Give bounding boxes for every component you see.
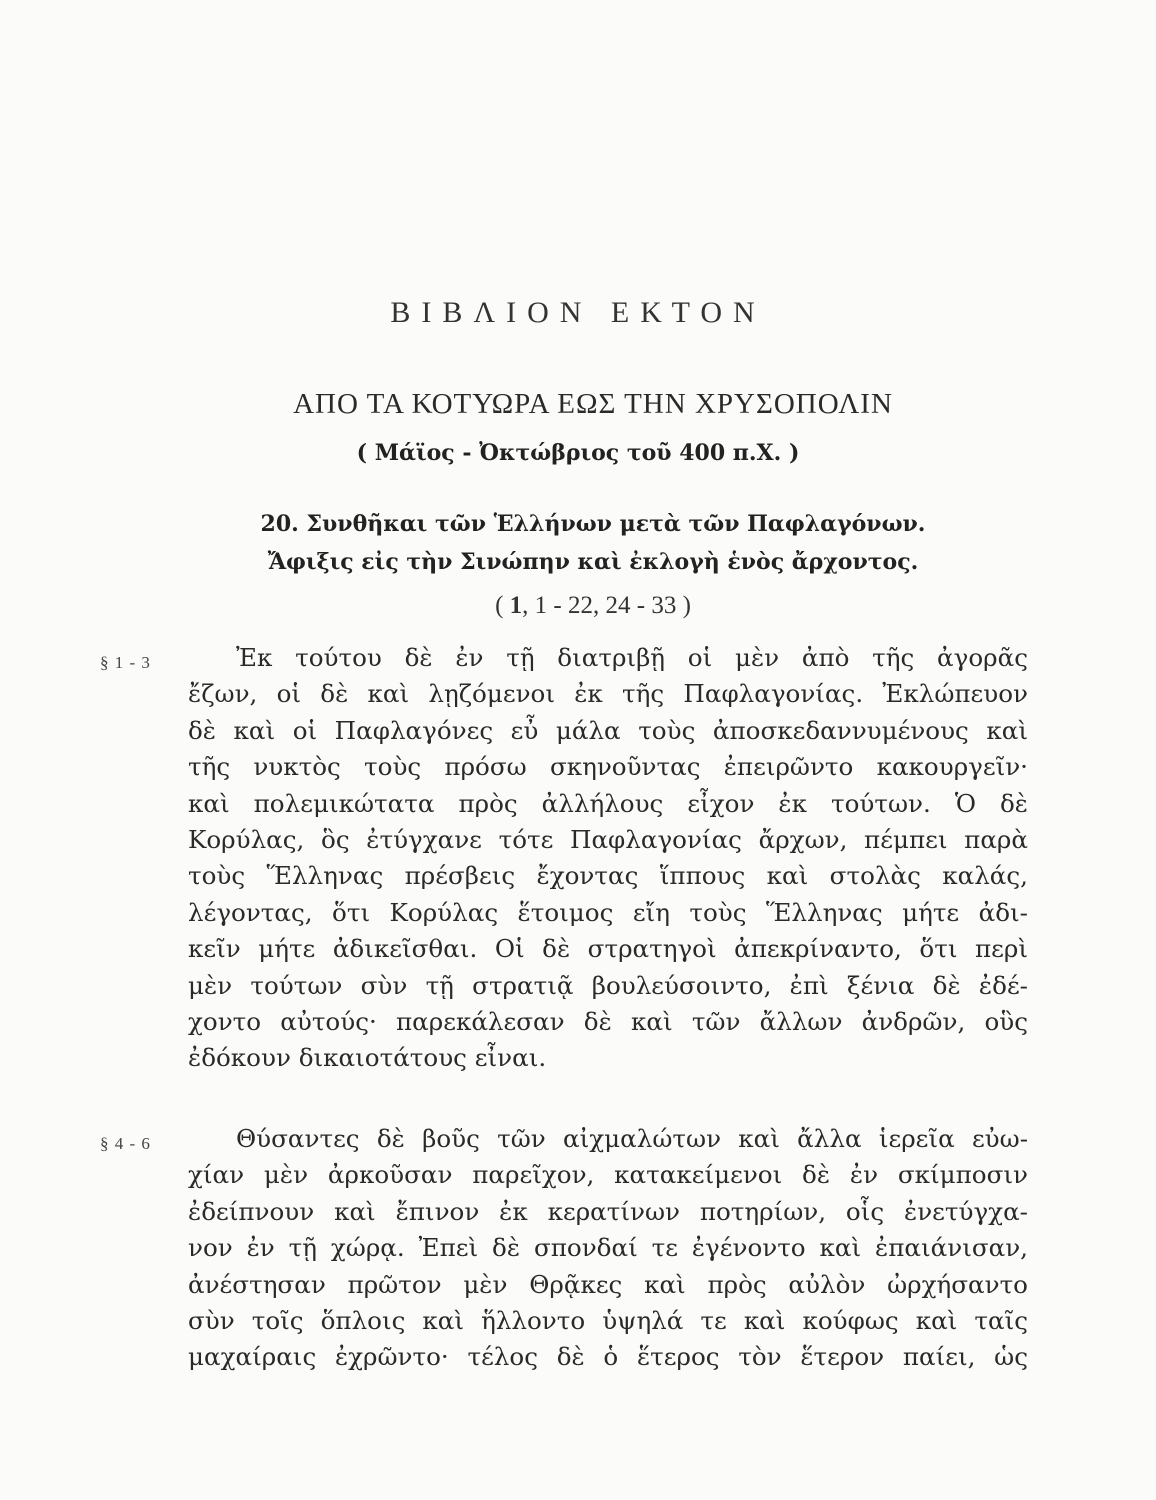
text-line: δὲ καὶ οἱ Παφλαγόνες εὖ μάλα τοὺς ἀποσκεδαννυμένους καὶ (188, 715, 1028, 745)
text-line: τῆς νυκτὸς τοὺς πρόσω σκηνοῦντας ἐπειρῶντο κακουργεῖν· (188, 752, 1028, 782)
text-line: κεῖν μήτε ἀδικεῖσθαι. Οἱ δὲ στρατηγοὶ ἀπεκρίναντο, ὅτι περὶ (188, 934, 1028, 964)
section-heading (0, 505, 1156, 581)
text-line: ἔζων, οἱ δὲ καὶ λῃζόμενοι ἐκ τῆς Παφλαγονίας. Ἐκλώπευον (188, 679, 1028, 709)
text-line: μαχαίραις ἐχρῶντο· τέλος δὲ ὁ ἕτερος τὸν ἕτερον παίει, ὡς (188, 1342, 1028, 1372)
book-title: ΒΙΒΛΙΟΝ ΕΚΤΟΝ (390, 296, 766, 329)
text-line: χοντο αὐτούς· παρεκάλεσαν δὲ καὶ τῶν ἄλλων ἀνδρῶν, οὓς (188, 1007, 1028, 1037)
book-subtitle: ΑΠΟ ΤΑ ΚΟΤΥΩΡΑ ΕΩΣ ΤΗΝ ΧΡΥΣΟΠΟΛΙΝ (293, 388, 893, 420)
text-line: χίαν μὲν ἀρκοῦσαν παρεῖχον, κατακείμενοι δὲ ἐν σκίμποσιν (188, 1160, 1028, 1190)
paragraph-marker: § 1 - 3 (100, 653, 151, 672)
text-line: νον ἐν τῇ χώρᾳ. Ἐπεὶ δὲ σπονδαί τε ἐγένοντο καὶ ἐπαιάνισαν, (188, 1233, 1028, 1263)
paragraph (188, 640, 1028, 1077)
text-line: σὺν τοῖς ὅπλοις καὶ ἥλλοντο ὑψηλά τε καὶ κούφως καὶ ταῖς (188, 1306, 1028, 1336)
text-line: μὲν τούτων σὺν τῇ στρατιᾷ βουλεύσοιντο, ἐπὶ ξένια δὲ ἐδέ- (188, 970, 1028, 1000)
text-line: Ἐκ τούτου δὲ ἐν τῇ διατριβῇ οἱ μὲν ἀπὸ τῆς ἀγορᾶς (236, 643, 1028, 672)
text-line: ἀνέστησαν πρῶτον μὲν Θρᾷκες καὶ πρὸς αὐλὸν ὠρχήσαντο (188, 1269, 1028, 1299)
section-reference (0, 592, 1156, 620)
paragraph-marker: § 4 - 6 (100, 1134, 151, 1153)
text-line: Θύσαντες δὲ βοῦς τῶν αἰχμαλώτων καὶ ἄλλα ἱερεῖα εὐω- (236, 1124, 1028, 1153)
text-line: ἐδόκουν δικαιοτάτους εἶναι. (188, 1043, 547, 1073)
section-heading-line: Ἄφιξις εἰς τὴν Σινώπην καὶ ἐκλογὴ ἑνὸς ἄρχοντος. (267, 549, 919, 575)
reference-range: , 1 - 22, 24 - 33 ) (522, 592, 691, 619)
section-heading-line: 20. Συνθῆκαι τῶν Ἑλλήνων μετὰ τῶν Παφλαγόνων. (260, 511, 926, 537)
text-line: ἐδείπνουν καὶ ἔπινον ἐκ κερατίνων ποτηρίων, οἷς ἐνετύγχα- (188, 1196, 1028, 1226)
reference-book-number: 1 (509, 592, 523, 619)
reference-open: ( (495, 592, 510, 619)
text-line: Κορύλας, ὃς ἐτύγχανε τότε Παφλαγονίας ἄρχων, πέμπει παρὰ (188, 825, 1028, 855)
text-line: καὶ πολεμικώτατα πρὸς ἀλλήλους εἶχον ἐκ τούτων. Ὁ δὲ (188, 788, 1028, 818)
text-line: λέγοντας, ὅτι Κορύλας ἕτοιμος εἴη τοὺς Ἕλληνας μήτε ἀδι- (188, 897, 1028, 927)
text-line: τοὺς Ἕλληνας πρέσβεις ἔχοντας ἵππους καὶ στολὰς καλάς, (188, 861, 1028, 891)
date-range: ( Μάϊος - Ὀκτώβριος τοῦ 400 π.Χ. ) (356, 440, 800, 466)
paragraph (188, 1121, 1028, 1376)
